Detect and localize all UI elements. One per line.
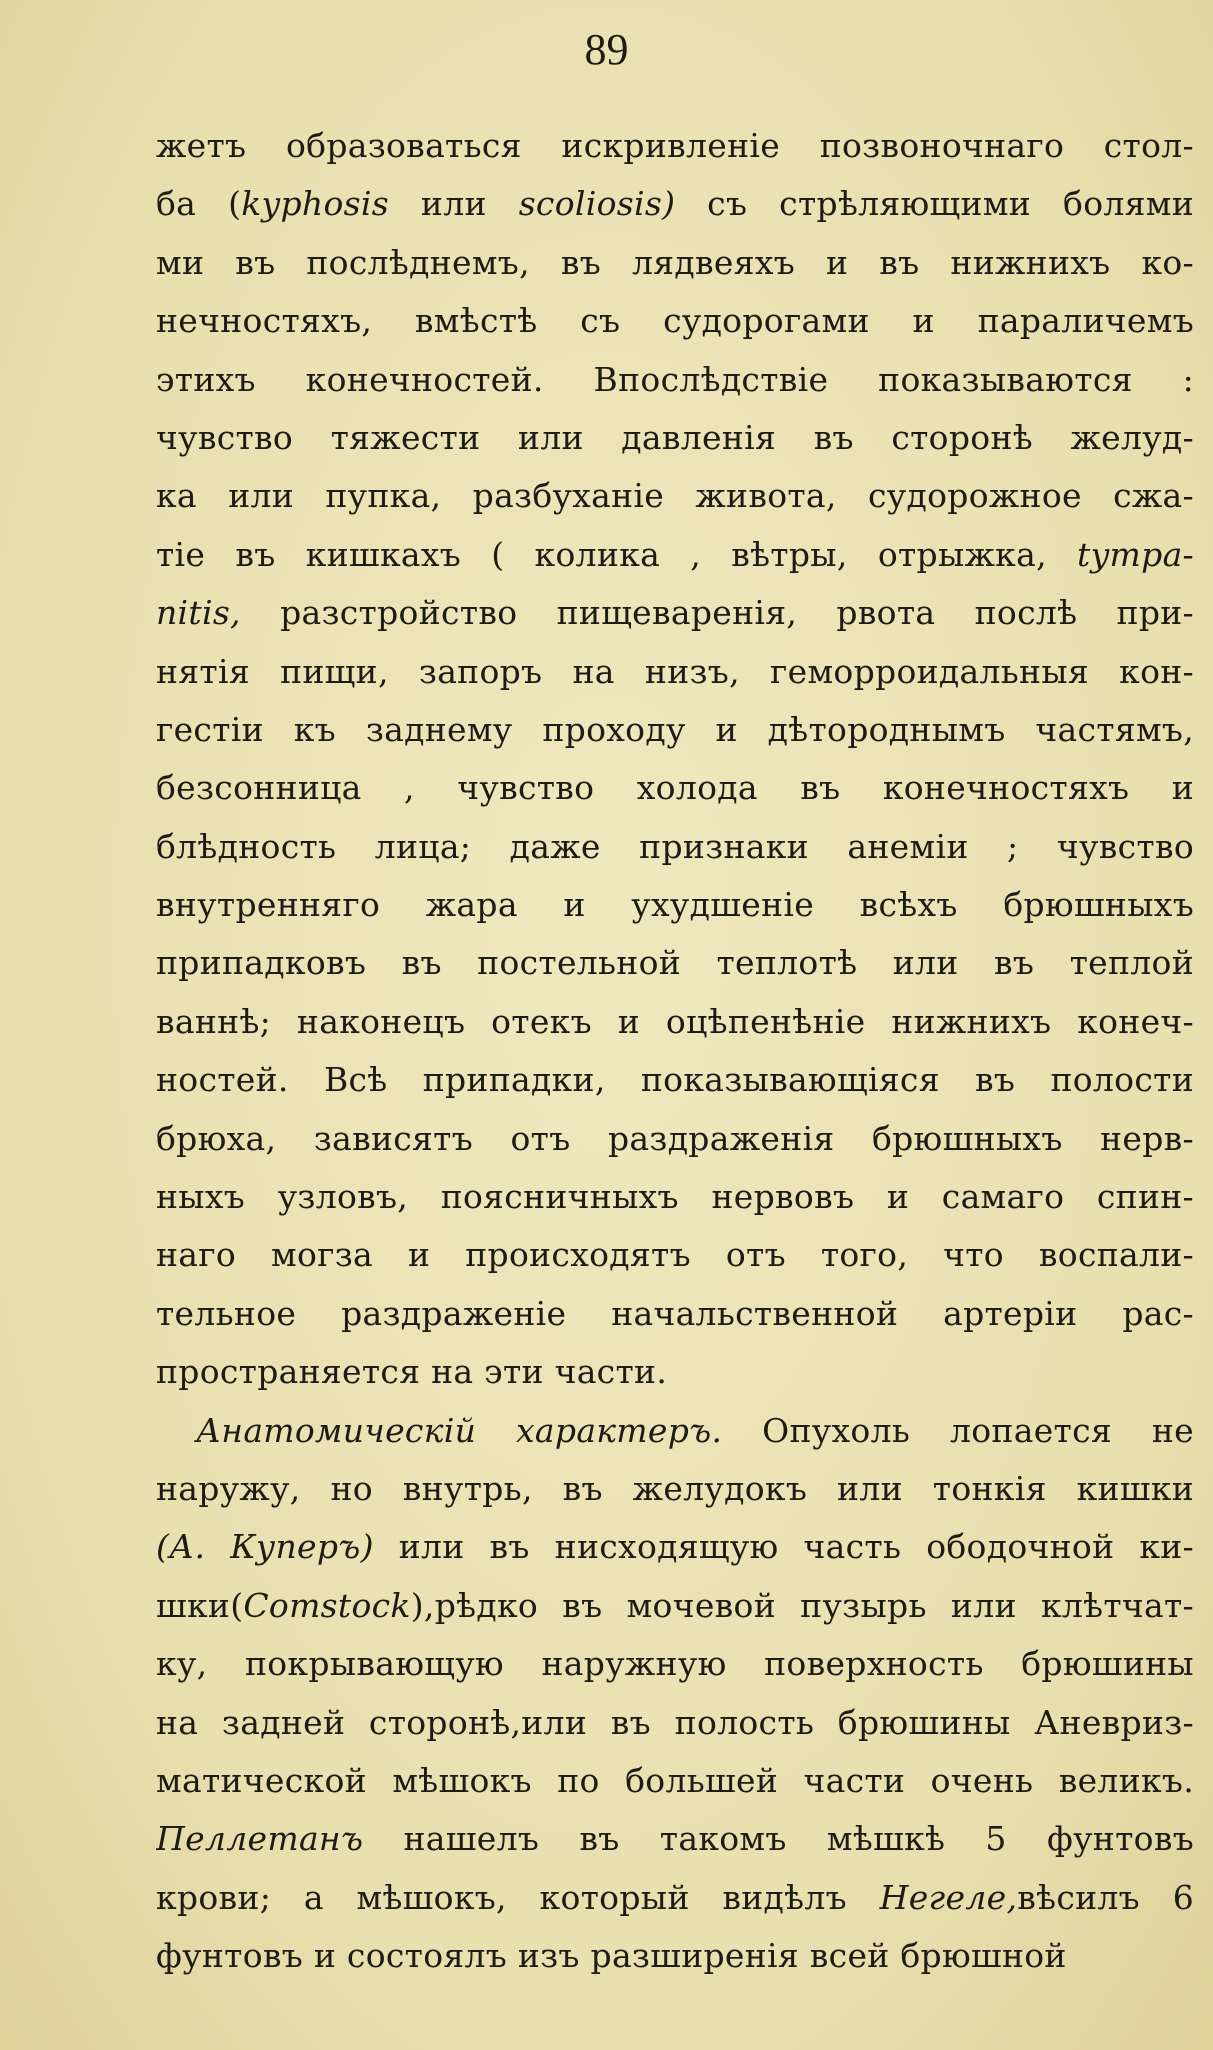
text-run: пространяется на эти части. (156, 1352, 668, 1392)
text-run: вѣсилъ 6 (1017, 1877, 1194, 1917)
text-run: Опухоль лопается не (722, 1410, 1194, 1450)
text-line (156, 1051, 1194, 1109)
text-line (156, 467, 1194, 525)
italic-text: Пеллетанъ (156, 1819, 364, 1859)
text-run: ныхъ узловъ, поясничныхъ нервовъ и самаго спин- (156, 1177, 1194, 1217)
text-run: крови; а мѣшокъ, который видѣлъ (156, 1877, 880, 1917)
text-line (156, 526, 1194, 584)
text-line (156, 1927, 1194, 1985)
text-run: шки( (156, 1585, 244, 1625)
text-line (156, 584, 1194, 642)
text-run: фунтовъ и состоялъ изъ разширенія всей брюшной (156, 1936, 1067, 1976)
italic-text: nitis, (156, 593, 241, 633)
text-line (156, 1752, 1194, 1810)
text-line (156, 1694, 1194, 1752)
text-run: съ стрѣляющими болями (675, 184, 1194, 224)
text-run: или (388, 184, 519, 224)
text-run: нашелъ въ такомъ мѣшкѣ 5 фунтовъ (363, 1819, 1194, 1859)
text-run: жетъ образоваться искривленіе позвоночнаго стол- (156, 126, 1194, 165)
text-run: безсонница , чувство холода въ конечностяхъ и (156, 768, 1194, 808)
page-number: 89 (584, 25, 629, 74)
text-line (156, 1577, 1194, 1635)
text-run: нечностяхъ, вмѣстѣ съ судорогами и параличемъ (156, 301, 1194, 341)
text-run: ба ( (156, 184, 242, 224)
text-line (156, 1110, 1194, 1168)
text-line (156, 993, 1194, 1051)
text-line (156, 934, 1194, 992)
text-line (156, 1343, 1194, 1401)
text-run: этихъ конечностей. Впослѣдствіе показываются : (156, 359, 1194, 399)
text-line (156, 1460, 1194, 1518)
text-run: матической мѣшокъ по большей части очень великъ. (156, 1760, 1194, 1800)
text-line (156, 1285, 1194, 1343)
text-run: нятія пищи, запоръ на низъ, геморроидальныя кон- (156, 651, 1194, 691)
text-line (156, 1869, 1194, 1927)
text-run: припадковъ въ постельной теплотѣ или въ теплой (156, 943, 1194, 983)
text-line (156, 1168, 1194, 1226)
text-line (156, 1402, 1194, 1460)
text-run: ми въ послѣднемъ, въ лядвеяхъ и въ нижнихъ ко- (156, 242, 1194, 282)
text-run: наго могза и происходятъ отъ того, что воспали- (156, 1235, 1194, 1275)
text-line (156, 409, 1194, 467)
text-run: или въ нисходящую часть ободочной ки- (373, 1527, 1194, 1567)
italic-text: kyphosis (241, 184, 389, 224)
text-run: брюха, зависятъ отъ раздраженія брюшныхъ нерв- (156, 1118, 1194, 1158)
text-run: ку, покрывающую наружную поверхность брюшины (156, 1644, 1194, 1684)
text-line (156, 175, 1194, 233)
text-line (156, 759, 1194, 817)
italic-text: Comstock (243, 1585, 411, 1625)
text-line (156, 1635, 1194, 1693)
text-line (156, 1226, 1194, 1284)
italic-text: scoliosis) (518, 184, 676, 224)
italic-text: (А. Куперъ) (156, 1527, 374, 1567)
text-line (156, 234, 1194, 292)
text-run: разстройство пищеваренія, рвота послѣ при- (240, 593, 1194, 633)
text-line (156, 117, 1194, 175)
text-run: гестіи къ заднему проходу и дѣтороднымъ частямъ, (156, 709, 1194, 749)
text-run: тіе въ кишкахъ ( колика , вѣтры, отрыжка, (156, 534, 1078, 574)
text-line (156, 818, 1194, 876)
text-line (156, 351, 1194, 409)
italic-text: Анатомическій характеръ. (196, 1410, 723, 1450)
text-run: чувство тяжести или давленія въ сторонѣ желуд- (156, 417, 1194, 457)
text-run: тельное раздраженіе начальственной артеріи рас- (156, 1293, 1194, 1333)
text-line (156, 1518, 1194, 1576)
body-text (156, 117, 1194, 1986)
text-line (156, 701, 1194, 759)
text-run: блѣдность лица; даже признаки анеміи ; чувство (156, 826, 1194, 866)
text-run: ка или пупка, разбуханіе живота, судорожное сжа- (156, 476, 1194, 516)
text-line (156, 643, 1194, 701)
text-line (156, 1810, 1194, 1868)
italic-text: Негеле, (879, 1877, 1018, 1917)
text-run: ваннѣ; наконецъ отекъ и оцѣпенѣніе нижнихъ конеч- (156, 1001, 1194, 1041)
text-line (156, 292, 1194, 350)
text-run: ностей. Всѣ припадки, показывающіяся въ полости (156, 1060, 1194, 1100)
italic-text: tympa- (1077, 534, 1194, 574)
text-run: наружу, но внутрь, въ желудокъ или тонкія кишки (156, 1468, 1194, 1508)
text-run: внутренняго жара и ухудшеніе всѣхъ брюшныхъ (156, 885, 1194, 925)
text-run: на задней сторонѣ,или въ полость брюшины Аневриз- (156, 1702, 1194, 1742)
text-run: ),рѣдко въ мочевой пузырь или клѣтчат- (410, 1585, 1194, 1625)
text-line (156, 876, 1194, 934)
